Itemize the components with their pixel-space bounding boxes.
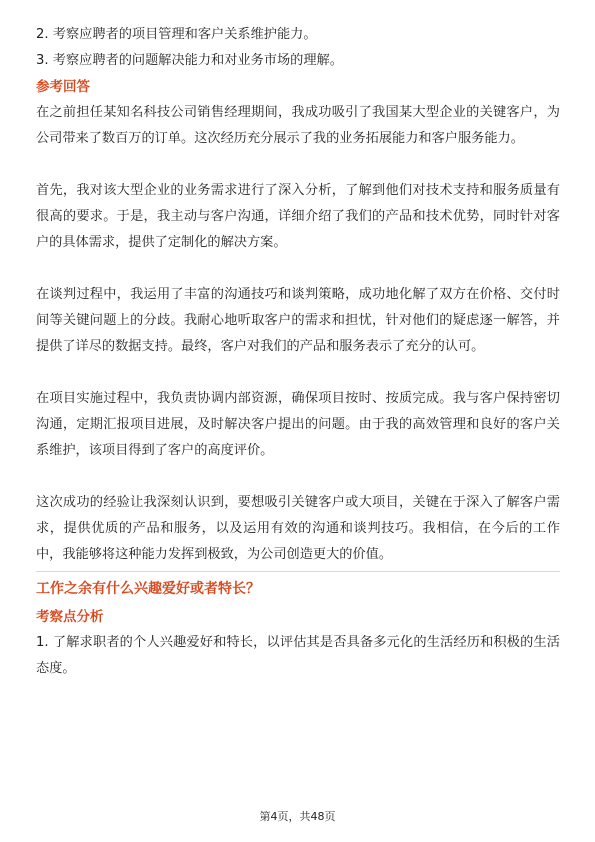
answer-paragraph-1: 在之前担任某知名科技公司销售经理期间，我成功吸引了我国某大型企业的关键客户，为公司带来了数百万的订单。这次经历充分展示了我的业务拓展能力和客户服务能力。 xyxy=(36,105,560,146)
reference-answer-heading: 参考回答 xyxy=(36,79,90,95)
question-heading: 工作之余有什么兴趣爱好或者特长？ xyxy=(36,581,260,597)
paragraph-gap xyxy=(36,152,560,178)
answer-paragraph-3: 在谈判过程中，我运用了丰富的沟通技巧和谈判策略，成功地化解了双方在价格、交付时间等关键问题上的分歧。我耐心地听取客户的需求和担忧，针对他们的疑虑逐一解答，并提供了详尽的数据支持。最终，客户对我们的产品和服务表示了充分的认可。 xyxy=(36,287,560,354)
analysis-heading: 考察点分析 xyxy=(36,609,104,625)
page-content xyxy=(36,22,560,682)
analysis-item: 1. 了解求职者的个人兴趣爱好和特长，以评估其是否具备多元化的生活经历和积极的生活态度。 xyxy=(36,635,560,676)
answer-paragraph-2: 首先，我对该大型企业的业务需求进行了深入分析，了解到他们对技术支持和服务质量有很高的要求。于是，我主动与客户沟通，详细介绍了我们的产品和技术优势，同时针对客户的具体需求，提供了定制化的解决方案。 xyxy=(36,183,560,250)
paragraph-gap xyxy=(36,464,560,490)
section-divider xyxy=(36,571,560,572)
list-item: 3. 考察应聘者的问题解决能力和对业务市场的理解。 xyxy=(36,53,343,68)
list-item: 2. 考察应聘者的项目管理和客户关系维护能力。 xyxy=(36,27,317,42)
page-footer: 第4页，共48页 xyxy=(259,810,336,823)
paragraph-gap xyxy=(36,256,560,282)
answer-paragraph-4: 在项目实施过程中，我负责协调内部资源，确保项目按时、按质完成。我与客户保持密切沟通，定期汇报项目进展，及时解决客户提出的问题。由于我的高效管理和良好的客户关系维护，该项目得到了客户的高度评价。 xyxy=(36,391,560,458)
answer-paragraph-5: 这次成功的经验让我深刻认识到，要想吸引关键客户或大项目，关键在于深入了解客户需求，提供优质的产品和服务，以及运用有效的沟通和谈判技巧。我相信，在今后的工作中，我能够将这种能力发挥到极致，为公司创造更大的价值。 xyxy=(36,495,560,562)
paragraph-gap xyxy=(36,360,560,386)
